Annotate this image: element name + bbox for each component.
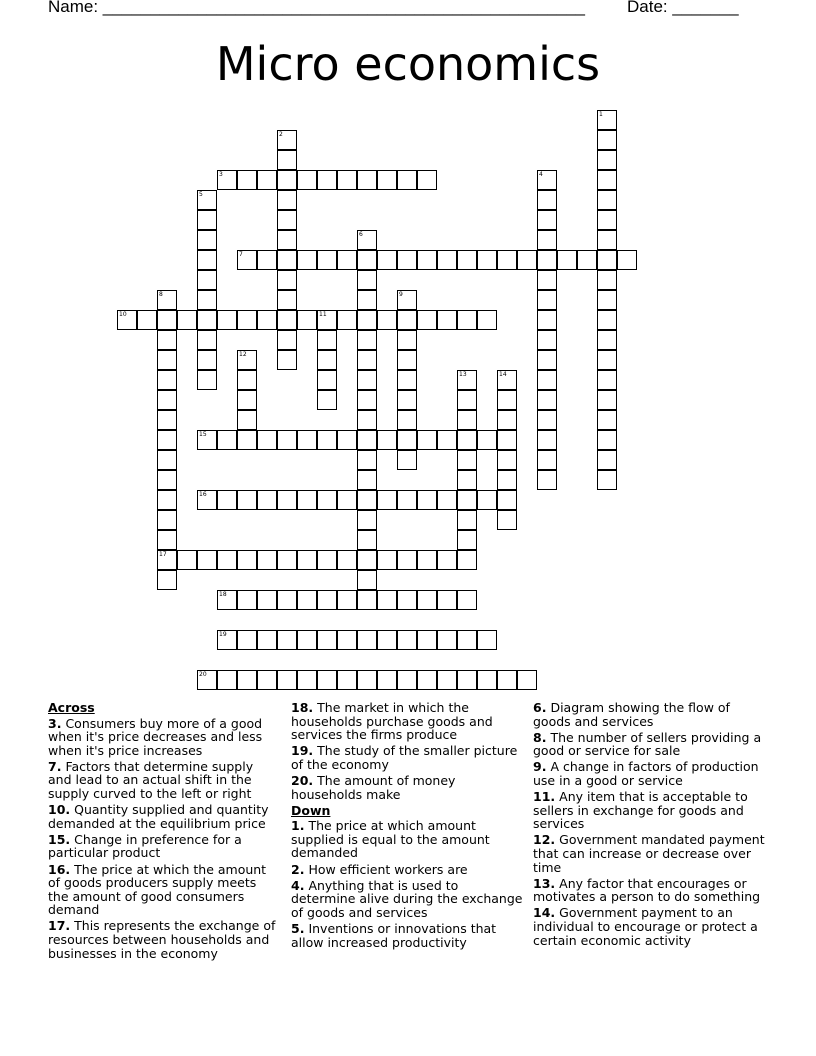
- crossword-cell[interactable]: [157, 330, 177, 350]
- crossword-cell[interactable]: [197, 210, 217, 230]
- across-clue: 15. Change in preference for a particular product: [48, 831, 242, 861]
- crossword-cell[interactable]: [597, 350, 617, 370]
- crossword-cell[interactable]: [437, 630, 457, 650]
- crossword-cell[interactable]: [277, 290, 297, 310]
- crossword-cell[interactable]: [257, 630, 277, 650]
- crossword-cell[interactable]: [197, 290, 217, 310]
- crossword-cell[interactable]: [417, 430, 437, 450]
- clue-number: 10: [119, 311, 127, 318]
- crossword-cell[interactable]: [277, 130, 297, 150]
- crossword-cell[interactable]: [597, 110, 617, 130]
- crossword-cell[interactable]: [237, 490, 257, 510]
- crossword-cell[interactable]: [317, 310, 337, 330]
- crossword-cell[interactable]: [477, 490, 497, 510]
- crossword-cell[interactable]: [217, 670, 237, 690]
- down-clue: 14. Government payment to an individual to encourage or protect a certain economic activity: [533, 905, 758, 948]
- crossword-cell[interactable]: [157, 450, 177, 470]
- crossword-cell[interactable]: [197, 350, 217, 370]
- crossword-cell[interactable]: [257, 310, 277, 330]
- crossword-cell[interactable]: [197, 550, 217, 570]
- crossword-cell[interactable]: [357, 570, 377, 590]
- crossword-cell[interactable]: [337, 170, 357, 190]
- clue-number: 1: [599, 111, 603, 118]
- crossword-cell[interactable]: [237, 550, 257, 570]
- crossword-cell[interactable]: [277, 190, 297, 210]
- crossword-cell[interactable]: [217, 170, 237, 190]
- crossword-cell[interactable]: [397, 350, 417, 370]
- clues-column-1: [48, 701, 280, 963]
- crossword-cell[interactable]: [537, 270, 557, 290]
- crossword-cell[interactable]: [277, 210, 297, 230]
- crossword-cell[interactable]: [317, 430, 337, 450]
- crossword-cell[interactable]: [337, 310, 357, 330]
- clues-column-2: [291, 701, 523, 952]
- crossword-cell[interactable]: [317, 630, 337, 650]
- crossword-cell[interactable]: [537, 410, 557, 430]
- crossword-cell[interactable]: [237, 370, 257, 390]
- crossword-cell[interactable]: [377, 430, 397, 450]
- crossword-cell[interactable]: [597, 470, 617, 490]
- crossword-cell[interactable]: [497, 430, 517, 450]
- across-heading: Across: [48, 700, 95, 715]
- crossword-cell[interactable]: [277, 670, 297, 690]
- down-clue: 6. Diagram showing the flow of goods and services: [533, 700, 730, 729]
- clue-number: 4: [539, 171, 543, 178]
- crossword-cell[interactable]: [417, 550, 437, 570]
- down-clue: 8. The number of sellers providing a good or service for sale: [533, 729, 762, 759]
- crossword-cell[interactable]: [377, 670, 397, 690]
- crossword-cell[interactable]: [597, 170, 617, 190]
- crossword-cell[interactable]: [277, 250, 297, 270]
- crossword-cell[interactable]: [177, 550, 197, 570]
- crossword-cell[interactable]: [117, 310, 137, 330]
- crossword-cell[interactable]: [137, 310, 157, 330]
- clue-number: 18: [219, 591, 227, 598]
- crossword-cell[interactable]: [197, 370, 217, 390]
- crossword-cell[interactable]: [437, 590, 457, 610]
- crossword-cell[interactable]: [257, 550, 277, 570]
- crossword-cell[interactable]: [157, 310, 177, 330]
- crossword-cell[interactable]: [537, 250, 557, 270]
- crossword-cell[interactable]: [597, 230, 617, 250]
- crossword-cell[interactable]: [317, 490, 337, 510]
- clue-number: 13: [459, 371, 467, 378]
- crossword-cell[interactable]: [597, 290, 617, 310]
- crossword-cell[interactable]: [337, 550, 357, 570]
- clue-number: 6: [359, 231, 363, 238]
- clue-number: 17: [159, 551, 167, 558]
- crossword-cell[interactable]: [437, 310, 457, 330]
- crossword-cell[interactable]: [237, 410, 257, 430]
- crossword-cell[interactable]: [337, 670, 357, 690]
- clue-number: 12: [239, 351, 247, 358]
- down-clue: 9. A change in factors of production use in a good or service: [533, 759, 759, 788]
- date-field-label[interactable]: Date: _______: [627, 0, 739, 16]
- crossword-cell[interactable]: [617, 250, 637, 270]
- crossword-cell[interactable]: [257, 670, 277, 690]
- crossword-cell[interactable]: [277, 230, 297, 250]
- crossword-cell[interactable]: [497, 370, 517, 390]
- crossword-cell[interactable]: [597, 390, 617, 410]
- crossword-cell[interactable]: [597, 130, 617, 150]
- crossword-cell[interactable]: [357, 290, 377, 310]
- crossword-cell[interactable]: [437, 670, 457, 690]
- crossword-cell[interactable]: [217, 590, 237, 610]
- crossword-cell[interactable]: [197, 310, 217, 330]
- crossword-cell[interactable]: [357, 670, 377, 690]
- crossword-cell[interactable]: [357, 450, 377, 470]
- crossword-cell[interactable]: [357, 590, 377, 610]
- clues-column-3: [533, 701, 765, 950]
- crossword-cell[interactable]: [377, 590, 397, 610]
- crossword-cell[interactable]: [337, 590, 357, 610]
- across-clue: 16. The price at which the amount of goods producers supply meets the amount of good consumers demand: [48, 861, 267, 918]
- crossword-cell[interactable]: [357, 470, 377, 490]
- crossword-cell[interactable]: [197, 490, 217, 510]
- crossword-cell[interactable]: [357, 230, 377, 250]
- crossword-cell[interactable]: [397, 390, 417, 410]
- crossword-cell[interactable]: [377, 250, 397, 270]
- crossword-cell[interactable]: [577, 250, 597, 270]
- crossword-cell[interactable]: [457, 410, 477, 430]
- crossword-cell[interactable]: [317, 250, 337, 270]
- crossword-cell[interactable]: [457, 490, 477, 510]
- crossword-cell[interactable]: [317, 350, 337, 370]
- across-clue: 18. The market in which the households purchase goods and services the firms produce: [291, 700, 493, 743]
- crossword-cell[interactable]: [277, 170, 297, 190]
- crossword-cell[interactable]: [337, 490, 357, 510]
- down-clue: 1. The price at which amount supplied is equal to the amount demanded: [291, 818, 490, 861]
- crossword-cell[interactable]: [497, 510, 517, 530]
- down-clue: 12. Government mandated payment that can increase or decrease over time: [533, 832, 765, 875]
- crossword-cell[interactable]: [457, 450, 477, 470]
- crossword-cell[interactable]: [197, 670, 217, 690]
- crossword-cell[interactable]: [457, 390, 477, 410]
- crossword-cell[interactable]: [217, 430, 237, 450]
- crossword-cell[interactable]: [537, 470, 557, 490]
- crossword-cell[interactable]: [417, 630, 437, 650]
- crossword-cell[interactable]: [397, 630, 417, 650]
- crossword-cell[interactable]: [157, 570, 177, 590]
- crossword-cell[interactable]: [317, 370, 337, 390]
- crossword-cell[interactable]: [317, 330, 337, 350]
- crossword-cell[interactable]: [497, 450, 517, 470]
- crossword-cell[interactable]: [397, 550, 417, 570]
- crossword-cell[interactable]: [337, 250, 357, 270]
- crossword-cell[interactable]: [237, 630, 257, 650]
- crossword-cell[interactable]: [237, 390, 257, 410]
- crossword-cell[interactable]: [537, 370, 557, 390]
- crossword-cell[interactable]: [397, 590, 417, 610]
- crossword-cell[interactable]: [537, 330, 557, 350]
- crossword-cell[interactable]: [537, 230, 557, 250]
- crossword-cell[interactable]: [497, 470, 517, 490]
- crossword-cell[interactable]: [437, 550, 457, 570]
- down-clue: 11. Any item that is acceptable to sellers in exchange for goods and services: [533, 789, 748, 832]
- crossword-cell[interactable]: [597, 270, 617, 290]
- crossword-cell[interactable]: [277, 630, 297, 650]
- crossword-cell[interactable]: [217, 490, 237, 510]
- crossword-cell[interactable]: [597, 150, 617, 170]
- crossword-cell[interactable]: [457, 470, 477, 490]
- crossword-cell[interactable]: [297, 630, 317, 650]
- name-field-label[interactable]: Name: ___________________________________________________: [48, 0, 585, 16]
- crossword-cell[interactable]: [537, 390, 557, 410]
- crossword-cell[interactable]: [357, 530, 377, 550]
- crossword-cell[interactable]: [397, 250, 417, 270]
- crossword-cell[interactable]: [477, 430, 497, 450]
- crossword-cell[interactable]: [397, 410, 417, 430]
- crossword-cell[interactable]: [357, 430, 377, 450]
- across-clue: 20. The amount of money households make: [291, 772, 456, 802]
- crossword-cell[interactable]: [157, 370, 177, 390]
- crossword-cell[interactable]: [537, 190, 557, 210]
- crossword-cell[interactable]: [297, 430, 317, 450]
- crossword-cell[interactable]: [377, 170, 397, 190]
- crossword-cell[interactable]: [457, 590, 477, 610]
- crossword-cell[interactable]: [197, 230, 217, 250]
- crossword-cell[interactable]: [317, 550, 337, 570]
- crossword-cell[interactable]: [297, 670, 317, 690]
- crossword-cell[interactable]: [237, 430, 257, 450]
- crossword-cell[interactable]: [517, 250, 537, 270]
- crossword-cell[interactable]: [317, 170, 337, 190]
- crossword-cell[interactable]: [597, 430, 617, 450]
- crossword-cell[interactable]: [417, 250, 437, 270]
- crossword-cell[interactable]: [157, 490, 177, 510]
- crossword-cell[interactable]: [477, 310, 497, 330]
- crossword-cell[interactable]: [257, 590, 277, 610]
- clue-number: 2: [279, 131, 283, 138]
- crossword-cell[interactable]: [257, 490, 277, 510]
- crossword-cell[interactable]: [217, 630, 237, 650]
- crossword-cell[interactable]: [337, 630, 357, 650]
- crossword-cell[interactable]: [497, 670, 517, 690]
- crossword-cell[interactable]: [217, 550, 237, 570]
- clue-number: 9: [399, 291, 403, 298]
- crossword-cell[interactable]: [377, 490, 397, 510]
- clue-number: 14: [499, 371, 507, 378]
- crossword-cell[interactable]: [317, 670, 337, 690]
- crossword-cell[interactable]: [497, 410, 517, 430]
- down-clue: 4. Anything that is used to determine alive during the exchange of goods and services: [291, 877, 523, 920]
- crossword-cell[interactable]: [537, 210, 557, 230]
- crossword-cell[interactable]: [377, 310, 397, 330]
- crossword-cell[interactable]: [397, 370, 417, 390]
- crossword-cell[interactable]: [277, 430, 297, 450]
- crossword-cell[interactable]: [357, 550, 377, 570]
- crossword-cell[interactable]: [597, 450, 617, 470]
- crossword-cell[interactable]: [457, 250, 477, 270]
- crossword-cell[interactable]: [237, 170, 257, 190]
- crossword-cell[interactable]: [357, 390, 377, 410]
- clue-number: 7: [239, 251, 243, 258]
- crossword-cell[interactable]: [397, 490, 417, 510]
- clue-number: 15: [199, 431, 207, 438]
- crossword-cell[interactable]: [457, 510, 477, 530]
- crossword-cell[interactable]: [477, 630, 497, 650]
- crossword-cell[interactable]: [597, 410, 617, 430]
- crossword-cell[interactable]: [457, 370, 477, 390]
- page-title: Micro economics: [215, 37, 601, 91]
- crossword-cell[interactable]: [157, 350, 177, 370]
- crossword-cell[interactable]: [417, 170, 437, 190]
- crossword-cell[interactable]: [457, 310, 477, 330]
- crossword-cell[interactable]: [237, 350, 257, 370]
- crossword-cell[interactable]: [537, 310, 557, 330]
- crossword-cell[interactable]: [597, 250, 617, 270]
- crossword-cell[interactable]: [277, 350, 297, 370]
- across-clue: 7. Factors that determine supply and lead to an actual shift in the supply curved to the left or right: [48, 758, 254, 802]
- crossword-cell[interactable]: [397, 450, 417, 470]
- crossword-cell[interactable]: [397, 430, 417, 450]
- crossword-cell[interactable]: [257, 250, 277, 270]
- crossword-cell[interactable]: [477, 250, 497, 270]
- crossword-cell[interactable]: [417, 590, 437, 610]
- clue-number: 8: [159, 291, 163, 298]
- crossword-cell[interactable]: [357, 410, 377, 430]
- crossword-cell[interactable]: [357, 270, 377, 290]
- clue-number: 20: [199, 671, 207, 678]
- clue-number: 3: [219, 171, 223, 178]
- crossword-cell[interactable]: [357, 310, 377, 330]
- crossword-cell[interactable]: [257, 170, 277, 190]
- crossword-cell[interactable]: [277, 310, 297, 330]
- crossword-cell[interactable]: [497, 250, 517, 270]
- crossword-cell[interactable]: [437, 250, 457, 270]
- crossword-cell[interactable]: [217, 310, 237, 330]
- crossword-cell[interactable]: [437, 490, 457, 510]
- crossword-cell[interactable]: [357, 490, 377, 510]
- crossword-cell[interactable]: [357, 350, 377, 370]
- crossword-cell[interactable]: [397, 310, 417, 330]
- crossword-cell[interactable]: [157, 290, 177, 310]
- crossword-cell[interactable]: [357, 250, 377, 270]
- clue-number: 16: [199, 491, 207, 498]
- crossword-cell[interactable]: [297, 310, 317, 330]
- crossword-cell[interactable]: [557, 250, 577, 270]
- across-clue: 3. Consumers buy more of a good when it's price decreases and less when it's price increases: [48, 715, 263, 758]
- crossword-cell[interactable]: [457, 530, 477, 550]
- crossword-cell[interactable]: [197, 250, 217, 270]
- crossword-cell[interactable]: [277, 150, 297, 170]
- down-clue: 5. Inventions or innovations that allow increased productivity: [291, 920, 497, 950]
- crossword-cell[interactable]: [537, 170, 557, 190]
- crossword-cell[interactable]: [277, 550, 297, 570]
- crossword-cell[interactable]: [357, 370, 377, 390]
- crossword-cell[interactable]: [597, 190, 617, 210]
- crossword-cell[interactable]: [257, 430, 277, 450]
- down-heading: Down: [291, 802, 331, 818]
- crossword-cell[interactable]: [157, 430, 177, 450]
- across-clue: 10. Quantity supplied and quantity demanded at the equilibrium price: [48, 802, 269, 831]
- crossword-cell[interactable]: [537, 450, 557, 470]
- crossword-cell[interactable]: [597, 210, 617, 230]
- crossword-cell[interactable]: [197, 190, 217, 210]
- across-clue: 17. This represents the exchange of resources between households and businesses in the economy: [48, 918, 276, 961]
- crossword-cell[interactable]: [297, 490, 317, 510]
- crossword-cell[interactable]: [457, 550, 477, 570]
- crossword-cell[interactable]: [317, 590, 337, 610]
- crossword-cell[interactable]: [417, 670, 437, 690]
- crossword-cell[interactable]: [597, 310, 617, 330]
- crossword-cell[interactable]: [377, 550, 397, 570]
- crossword-cell[interactable]: [397, 330, 417, 350]
- crossword-cell[interactable]: [597, 330, 617, 350]
- crossword-cell[interactable]: [357, 330, 377, 350]
- crossword-cell[interactable]: [297, 250, 317, 270]
- crossword-cell[interactable]: [237, 310, 257, 330]
- crossword-cell[interactable]: [197, 270, 217, 290]
- crossword-cell[interactable]: [197, 330, 217, 350]
- crossword-cell[interactable]: [457, 670, 477, 690]
- crossword-cell[interactable]: [457, 630, 477, 650]
- crossword-cell[interactable]: [597, 370, 617, 390]
- down-clue: 2. How efficient workers are: [291, 861, 468, 877]
- crossword-cell[interactable]: [517, 670, 537, 690]
- crossword-cell[interactable]: [297, 590, 317, 610]
- crossword-cell[interactable]: [337, 430, 357, 450]
- crossword-cell[interactable]: [537, 290, 557, 310]
- down-clue: 13. Any factor that encourages or motivates a person to do something: [533, 875, 761, 905]
- crossword-cell[interactable]: [157, 390, 177, 410]
- crossword-cell[interactable]: [277, 590, 297, 610]
- crossword-cell[interactable]: [317, 390, 337, 410]
- crossword-cell[interactable]: [397, 170, 417, 190]
- crossword-cell[interactable]: [417, 310, 437, 330]
- crossword-cell[interactable]: [277, 270, 297, 290]
- crossword-cell[interactable]: [157, 410, 177, 430]
- across-clue: 19. The study of the smaller picture of the economy: [291, 743, 518, 772]
- crossword-cell[interactable]: [477, 670, 497, 690]
- crossword-cell[interactable]: [377, 630, 397, 650]
- clue-number: 11: [319, 311, 327, 318]
- clue-number: 5: [199, 191, 203, 198]
- crossword-cell[interactable]: [177, 310, 197, 330]
- crossword-cell[interactable]: [397, 670, 417, 690]
- crossword-cell[interactable]: [357, 170, 377, 190]
- crossword-cell[interactable]: [357, 630, 377, 650]
- crossword-cell[interactable]: [417, 490, 437, 510]
- crossword-cell[interactable]: [157, 530, 177, 550]
- crossword-cell[interactable]: [397, 290, 417, 310]
- crossword-cell[interactable]: [497, 490, 517, 510]
- crossword-cell[interactable]: [237, 250, 257, 270]
- crossword-cell[interactable]: [157, 550, 177, 570]
- crossword-cell[interactable]: [457, 430, 477, 450]
- crossword-cell[interactable]: [237, 590, 257, 610]
- crossword-cell[interactable]: [297, 170, 317, 190]
- crossword-cell[interactable]: [277, 490, 297, 510]
- crossword-cell[interactable]: [297, 550, 317, 570]
- crossword-cell[interactable]: [437, 430, 457, 450]
- crossword-cell[interactable]: [237, 670, 257, 690]
- crossword-cell[interactable]: [157, 470, 177, 490]
- crossword-cell[interactable]: [537, 430, 557, 450]
- crossword-cell[interactable]: [497, 390, 517, 410]
- crossword-cell[interactable]: [277, 330, 297, 350]
- crossword-cell[interactable]: [197, 430, 217, 450]
- crossword-cell[interactable]: [537, 350, 557, 370]
- crossword-cell[interactable]: [357, 510, 377, 530]
- crossword-cell[interactable]: [157, 510, 177, 530]
- clue-number: 19: [219, 631, 227, 638]
